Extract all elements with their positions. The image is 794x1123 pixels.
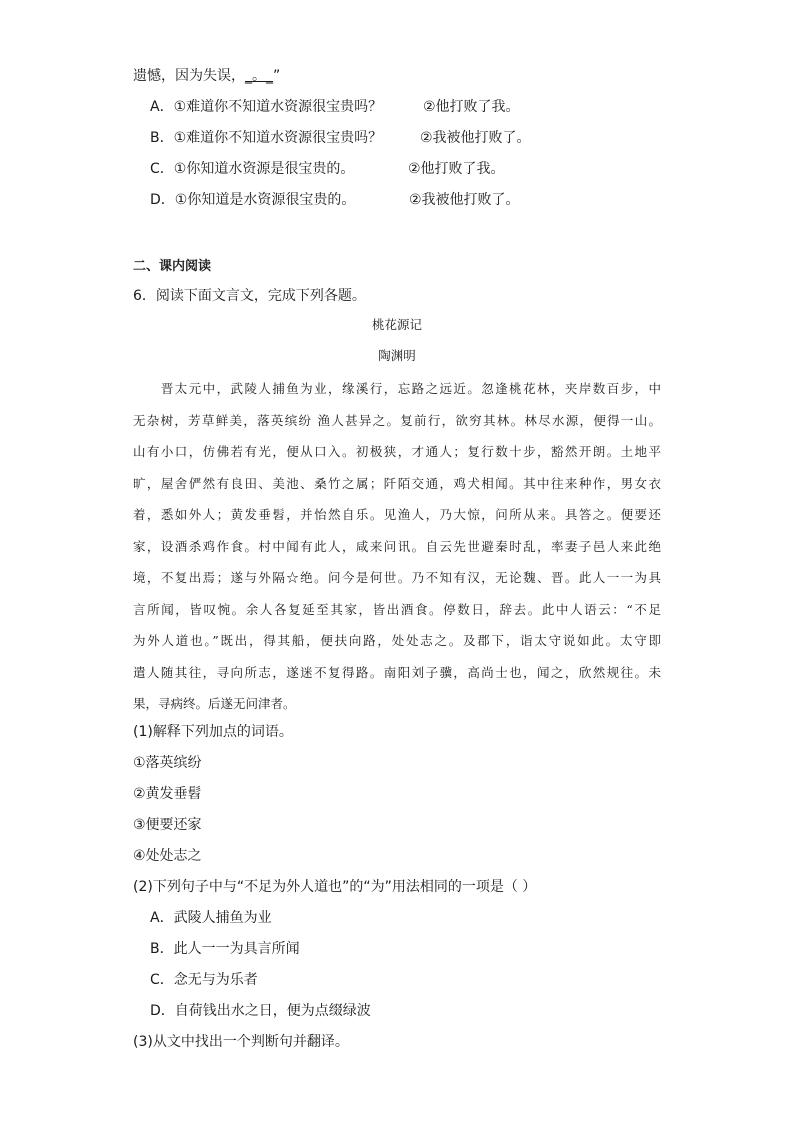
passage-line: 无杂树，芳草鲜美，落英缤纷 渔人甚异之。复前行，欲穷其林。林尽水源，便得一山。 [133,412,661,428]
q5-tail-end: ” [273,68,281,84]
passage-line: 家，设酒杀鸡作食。村中闻有此人，咸来问讯。自云先世避秦时乱，率妻子邑人来此绝 [133,538,661,554]
q5-tail-line [133,66,280,86]
passage-line: 着，悉如外人；黄发垂髫，并怡然自乐。见渔人，乃大惊，问所从来。具答之。便要还 [133,507,661,522]
q6-prompt: 6．阅读下面文言文，完成下列各题。 [133,288,366,304]
q5-option-a-part2: ②他打败了我。 [423,99,520,115]
passage-line: 境，不复出焉；遂与外隔☆绝。问今是何世。乃不知有汉，无论魏、晋。此人一一为具 [133,570,661,585]
q5-option-c-part2: ②他打败了我。 [408,161,505,177]
sub1-item-3: ③便要还家 [133,817,202,833]
q5-option-b-part1: B．①难道你不知道水资源很宝贵吗？ [150,130,383,146]
sub2-option-b: B．此人一一为具言所闻 [150,941,300,957]
sub2-prompt: (2)下列句子中与“不足为外人道也”的“为”用法相同的一项是（ ） [133,879,537,895]
passage-line: 遣人随其往，寻向所志，遂迷不复得路。南阳刘子骥，高尚士也，闻之，欣然规往。未 [133,664,661,680]
passage-line: 晋太元中，武陵人捕鱼为业，缘溪行，忘路之远近。忽逢桃花林，夹岸数百步，中 [133,381,661,396]
section-heading: 二、课内阅读 [133,259,212,274]
passage-title: 桃花源记 [371,317,422,332]
q5-option-a-part1: A．①难道你不知道水资源很宝贵吗？ [150,99,383,115]
sub2-option-d: D．自荷钱出水之日，便为点缀绿波 [150,1003,371,1019]
q5-answer-blank: _。_ [245,68,273,84]
passage-line: 山有小口，仿佛若有光，便从口入。初极狭，才通人；复行数十步，豁然开朗。土地平 [133,444,661,459]
passage-author: 陶渊明 [378,348,416,363]
q5-option-d-part1: D．①你知道是水资源很宝贵的。 [150,192,356,208]
sub1-prompt: (1)解释下列加点的词语。 [133,724,293,740]
q5-option-c-part1: C．①你知道水资源是很宝贵的。 [150,161,355,177]
passage-line: 为外人道也。”既出，得其船，便扶向路，处处志之。及郡下，诣太守说如此。太守即 [133,633,661,648]
passage-line: 言所闻，皆叹惋。余人各复延至其家，皆出酒食。停数日，辞去。此中人语云：“不足 [133,601,661,617]
sub2-option-c: C．念无与为乐者 [150,972,258,988]
sub3-prompt: (3)从文中找出一个判断句并翻译。 [133,1034,349,1050]
passage-line: 旷，屋舍俨然有良田、美池、桑竹之属；阡陌交通，鸡犬相闻。其中往来种作，男女衣 [133,475,661,491]
classical-passage [133,373,661,720]
sub2-option-a: A．武陵人捕鱼为业 [150,910,272,926]
passage-line: 果，寻病终。后遂无问津者。 [133,696,296,711]
sub1-item-4: ④处处志之 [133,848,202,864]
q5-option-b-part2: ②我被他打败了。 [420,130,531,146]
q5-option-d-part2: ②我被他打败了。 [409,192,520,208]
sub1-item-2: ②黄发垂髫 [133,786,202,802]
q5-tail-text: 遗憾，因为失误， [133,68,245,84]
sub1-item-1: ①落英缤纷 [133,755,202,771]
